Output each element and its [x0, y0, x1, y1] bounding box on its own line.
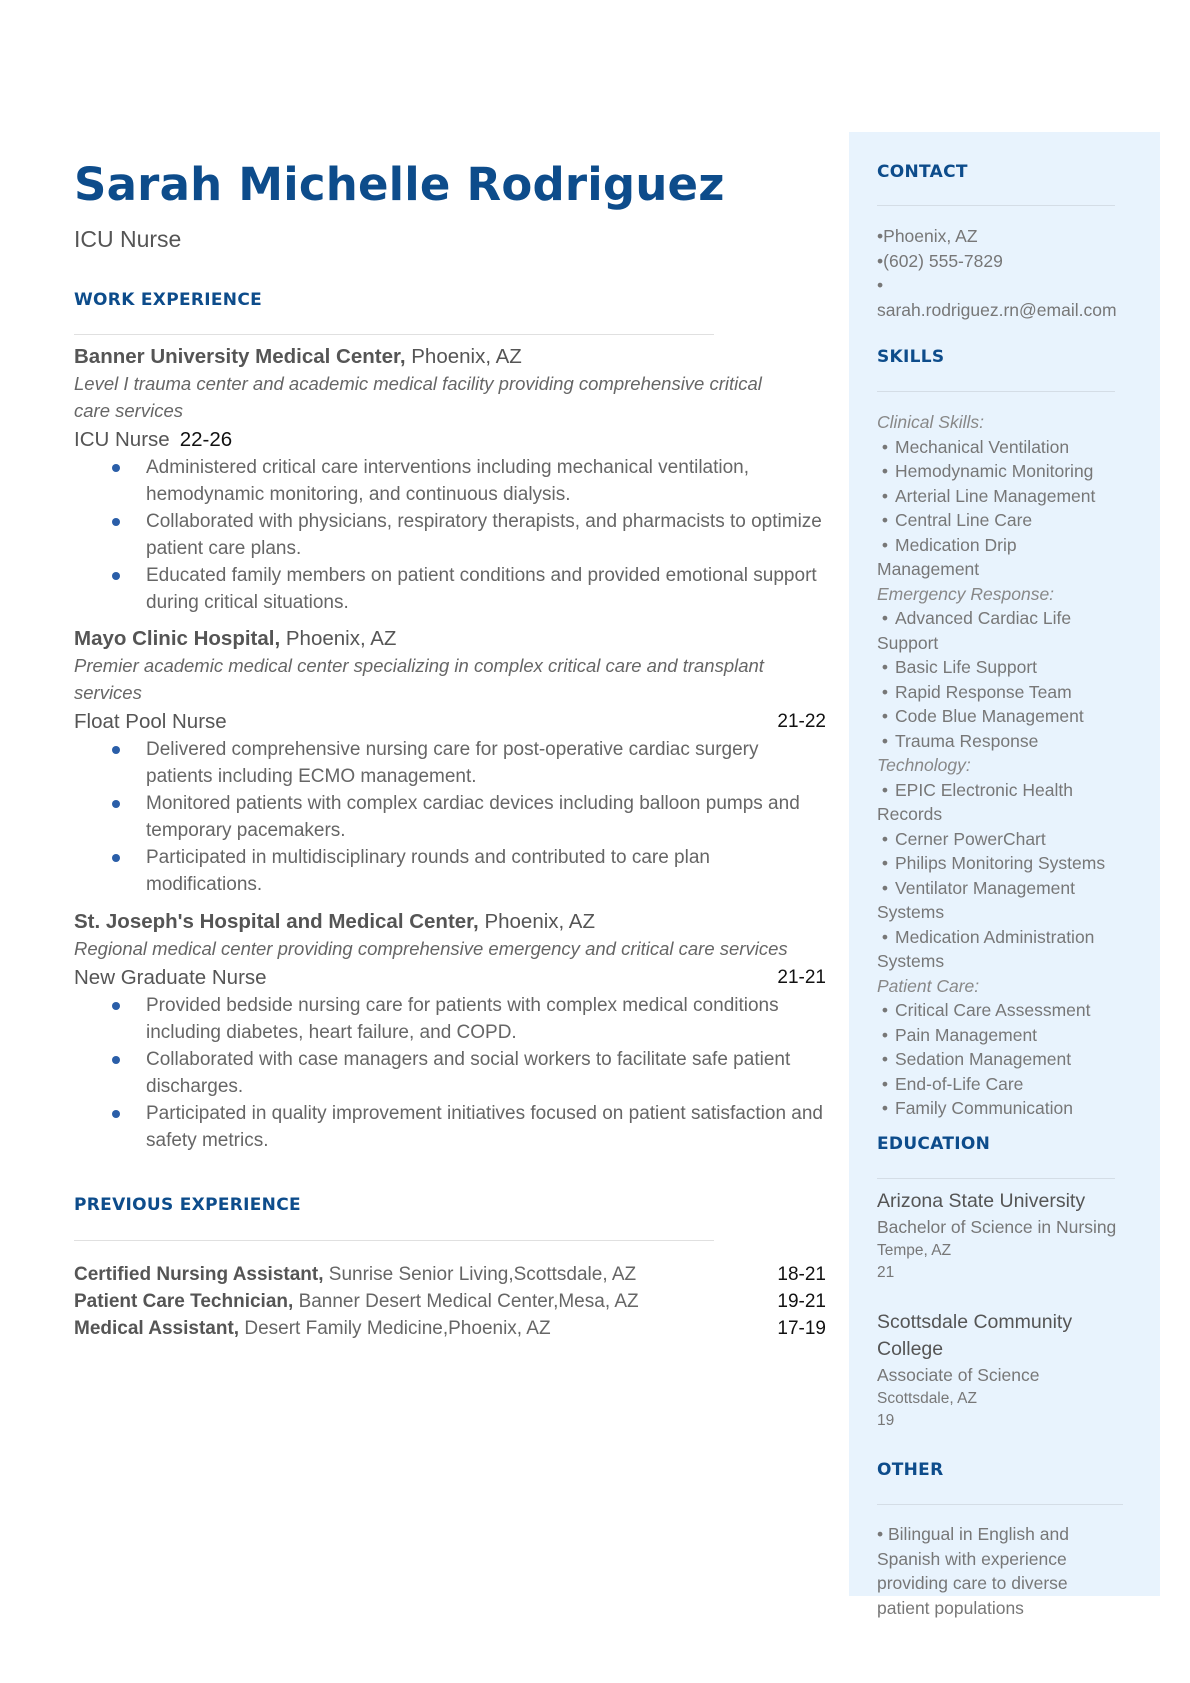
- job-org: St. Joseph's Hospital and Medical Center,: [74, 910, 479, 933]
- skill-item: • Ventilator Management Systems: [877, 877, 1075, 922]
- education-school: Arizona State University: [877, 1190, 1086, 1212]
- job-description: Premier academic medical center specializing in complex critical care and transplant services: [74, 655, 764, 703]
- job-bullet: Participated in quality improvement initiatives focused on patient satisfaction and safety metrics.: [74, 1100, 826, 1154]
- previous-item-dates: 17-19: [777, 1318, 826, 1339]
- skill-item: • Sedation Management: [877, 1049, 1072, 1069]
- job-entry: [74, 343, 826, 616]
- skill-item: • Mechanical Ventilation: [877, 436, 1070, 457]
- skill-item: • Arterial Line Management: [877, 485, 1096, 506]
- job-description: Level I trauma center and academic medical facility providing comprehensive critical care services: [74, 373, 762, 421]
- job-bullets: [74, 992, 826, 1154]
- job-description: Regional medical center providing comprehensive emergency and critical care services: [74, 938, 788, 959]
- skill-item: • Critical Care Assessment: [877, 1000, 1091, 1020]
- previous-item-dates: 18-21: [777, 1264, 826, 1285]
- skill-item: • Rapid Response Team: [877, 681, 1072, 702]
- education-year: 19: [877, 1412, 895, 1429]
- skill-item: • Advanced Cardiac Life Support: [877, 608, 1072, 653]
- contact-phone: (602) 555-7829: [883, 250, 1003, 271]
- job-bullet: Participated in multidisciplinary rounds and contributed to care plan modifications.: [74, 844, 826, 898]
- skill-category: Technology:: [877, 755, 971, 775]
- skill-item: • Philips Monitoring Systems: [877, 853, 1106, 873]
- previous-item: [74, 1261, 826, 1288]
- skill-item: • Basic Life Support: [877, 657, 1038, 677]
- previous-item-dates: 19-21: [777, 1291, 826, 1312]
- sidebar: [849, 132, 1160, 1618]
- previous-item-place: Desert Family Medicine,Phoenix, AZ: [244, 1318, 551, 1339]
- contact-heading: CONTACT: [877, 162, 968, 182]
- job-role-title: New Graduate Nurse: [74, 966, 267, 989]
- skill-item: • Pain Management: [877, 1024, 1038, 1045]
- job-role-row: [74, 708, 826, 736]
- skill-item: • Trauma Response: [877, 730, 1039, 751]
- job-location: Phoenix, AZ: [285, 627, 397, 650]
- skill-item: • Hemodynamic Monitoring: [877, 461, 1094, 481]
- contact-city: Phoenix, AZ: [883, 226, 978, 246]
- skill-item: • Medication Drip Management: [877, 534, 1017, 579]
- education-entry: [877, 1188, 1127, 1284]
- job-bullet: Administered critical care interventions including mechanical ventilation, hemodynamic monitoring, and continuous dialysis.: [74, 454, 826, 508]
- job-dates: 22-26: [179, 428, 233, 451]
- skill-category: Patient Care:: [877, 975, 980, 996]
- previous-experience-heading: PREVIOUS EXPERIENCE: [74, 1195, 301, 1215]
- section-divider: [877, 1178, 1115, 1179]
- education-location: Scottsdale, AZ: [877, 1390, 977, 1407]
- skills-heading: SKILLS: [877, 347, 945, 367]
- candidate-title: ICU Nurse: [74, 226, 182, 252]
- skill-item: • Medication Administration Systems: [877, 926, 1095, 971]
- previous-item-place: Banner Desert Medical Center,Mesa, AZ: [298, 1291, 639, 1312]
- previous-item-title: Certified Nursing Assistant,: [74, 1264, 324, 1285]
- job-role-row: [74, 426, 826, 454]
- education-degree: Bachelor of Science in Nursing: [877, 1217, 1117, 1237]
- other-text-row: • Bilingual in English and Spanish with experience providing care to diverse patient populations: [877, 1524, 1069, 1618]
- contact-email-row: • sarah.rodriguez.rn@email.com: [877, 275, 1117, 320]
- previous-item: [74, 1288, 826, 1315]
- skill-item: • Central Line Care: [877, 510, 1033, 530]
- section-divider: [877, 205, 1115, 206]
- job-bullet: Collaborated with physicians, respiratory therapists, and pharmacists to optimize patient care plans.: [74, 508, 826, 562]
- job-org-line: [74, 625, 826, 652]
- job-bullet: Educated family members on patient conditions and provided emotional support during critical situations.: [74, 562, 826, 616]
- section-divider: [74, 1240, 714, 1241]
- job-entry: [74, 908, 826, 1154]
- previous-item-place: Sunrise Senior Living,Scottsdale, AZ: [328, 1264, 637, 1285]
- section-divider: [877, 391, 1115, 392]
- job-bullet: Provided bedside nursing care for patients with complex medical conditions including diabetes, heart failure, and COPD.: [74, 992, 826, 1046]
- skills-list: [877, 410, 1109, 1121]
- work-experience-heading: WORK EXPERIENCE: [74, 290, 263, 310]
- education-year: 21: [877, 1264, 895, 1281]
- job-bullet: Monitored patients with complex cardiac devices including balloon pumps and temporary pacemakers.: [74, 790, 826, 844]
- other-text: Bilingual in English and Spanish with experience providing care to diverse patient populations: [877, 1524, 1069, 1618]
- education-entry: [877, 1309, 1107, 1432]
- skill-item: • Family Communication: [877, 1098, 1073, 1118]
- other-heading: OTHER: [877, 1460, 944, 1480]
- job-bullet: Delivered comprehensive nursing care for post-operative cardiac surgery patients including ECMO management.: [74, 736, 826, 790]
- skill-item: • EPIC Electronic Health Records: [877, 779, 1073, 824]
- skill-category: Clinical Skills:: [877, 412, 984, 432]
- job-bullets: [74, 736, 826, 898]
- candidate-name: Sarah Michelle Rodriguez: [74, 158, 725, 211]
- previous-experience-list: [74, 1261, 826, 1342]
- education-location: Tempe, AZ: [877, 1242, 952, 1259]
- education-school: Scottsdale Community College: [877, 1311, 1073, 1360]
- job-org: Banner University Medical Center,: [74, 345, 406, 368]
- section-divider: [877, 1504, 1123, 1505]
- section-divider: [74, 334, 714, 335]
- skill-category: Emergency Response:: [877, 583, 1055, 604]
- job-role: [74, 426, 232, 454]
- contact-city-row: •Phoenix, AZ: [877, 226, 978, 246]
- job-location: Phoenix, AZ: [411, 345, 522, 368]
- skill-item: • Code Blue Management: [877, 706, 1084, 726]
- job-entry: [74, 625, 826, 898]
- education-degree: Associate of Science: [877, 1365, 1040, 1385]
- skill-item: • End-of-Life Care: [877, 1073, 1024, 1094]
- job-dates: 21-22: [777, 711, 826, 732]
- job-role-title: Float Pool Nurse: [74, 710, 227, 733]
- job-dates: 21-21: [777, 967, 826, 988]
- job-bullet: Collaborated with case managers and social workers to facilitate safe patient discharges.: [74, 1046, 826, 1100]
- job-bullets: [74, 454, 826, 616]
- contact-phone-row: •(602) 555-7829: [877, 250, 1003, 271]
- skill-item: • Cerner PowerChart: [877, 828, 1046, 849]
- job-role-title: ICU Nurse: [74, 428, 170, 451]
- education-heading: EDUCATION: [877, 1134, 991, 1154]
- contact-list: [877, 224, 1147, 322]
- job-location: Phoenix, AZ: [484, 910, 595, 933]
- previous-item-title: Medical Assistant,: [74, 1318, 240, 1339]
- job-org-line: [74, 908, 826, 935]
- job-org-line: [74, 343, 826, 370]
- job-role-row: [74, 964, 826, 992]
- previous-item: [74, 1315, 826, 1342]
- previous-item-title: Patient Care Technician,: [74, 1291, 294, 1312]
- contact-email[interactable]: sarah.rodriguez.rn@email.com: [877, 299, 1117, 320]
- job-org: Mayo Clinic Hospital,: [74, 627, 281, 650]
